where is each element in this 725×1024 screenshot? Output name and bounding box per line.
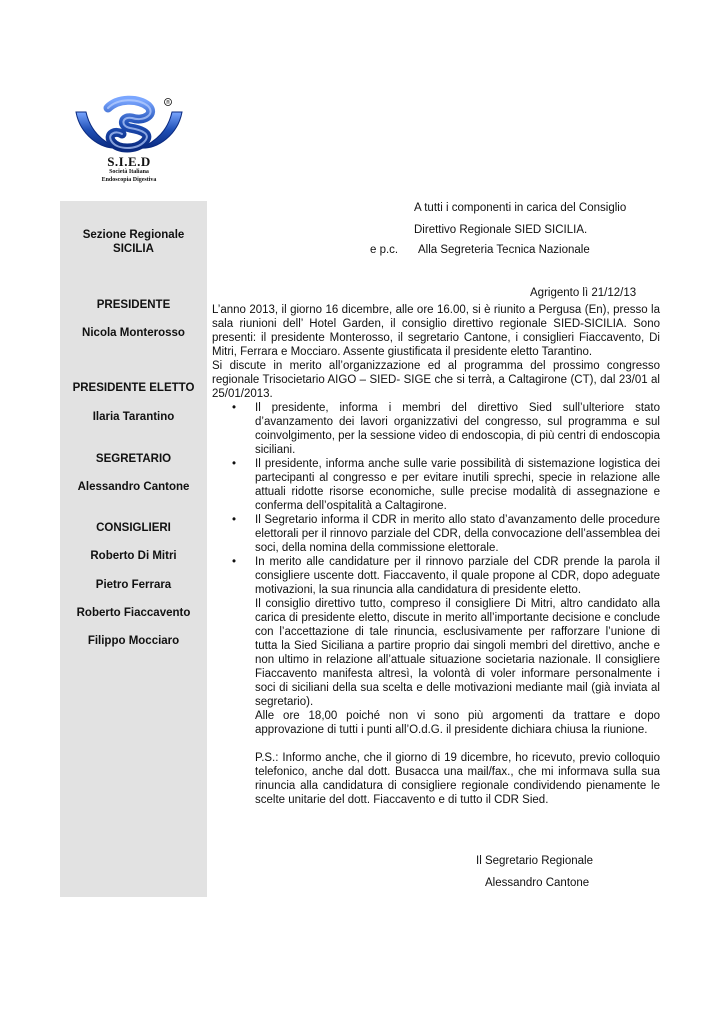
consigliere-name: Pietro Ferrara bbox=[95, 579, 172, 591]
presidente-name: Nicola Monterosso bbox=[82, 327, 185, 339]
list-item bbox=[212, 401, 660, 457]
logo-acronym: S.I.E.D bbox=[107, 154, 151, 169]
sied-emblem-icon bbox=[72, 94, 186, 156]
consiglieri-label: CONSIGLIERI bbox=[96, 522, 171, 534]
section-region: SICILIA bbox=[113, 243, 154, 255]
logo-line1: Società Italiana bbox=[109, 169, 149, 175]
presidente-eletto-name: Ilaria Tarantino bbox=[92, 411, 175, 423]
paragraph-closing: Alle ore 18,00 poiché non vi sono più argomenti da trattare e dopo approvazione di tutti i punti all’O.d.G. il presidente dichiara chiusa la riunione. bbox=[255, 710, 660, 736]
recipient-line2: Direttivo Regionale SIED SICILIA. bbox=[414, 224, 588, 236]
paragraph-discussion: Il consiglio direttivo tutto, compreso il consigliere Di Mitri, altro candidato alla carica di presidente eletto, discute in merito all’importante decisione e conclude con l’accettazione di tale rinuncia, esclusivamente per rafforzare l’unione di tutta la Sied Siciliana a partire proprio dai singoli membri del direttivo, anche e non ultimo in relazione all’attuale situazione societaria nazionale. Il consigliere Fiaccavento manifesta altresì, la volontà di voler informare personalmente i soci di siciliani della sua scelta e delle motivazioni mediante mail (già inviata al segretario). bbox=[255, 598, 660, 708]
bullet-list bbox=[212, 401, 660, 597]
minutes-body bbox=[212, 303, 660, 807]
signature-name: Alessandro Cantone bbox=[485, 877, 590, 889]
presidente-label: PRESIDENTE bbox=[96, 299, 171, 311]
list-item-text: Il presidente, informa i membri del direttivo Sied sull’ulteriore stato d’avanzamento dei lavori organizzativi del congresso, sul programma e sul coinvolgimento, per la sessione video di endoscopia, di più centri di endoscopia siciliani. bbox=[255, 402, 660, 456]
sidebar bbox=[60, 201, 207, 897]
bullet-icon: • bbox=[232, 402, 237, 414]
sied-logo bbox=[72, 94, 186, 194]
consigliere-name: Filippo Mocciaro bbox=[87, 635, 180, 647]
bullet-icon: • bbox=[232, 458, 237, 470]
list-item bbox=[212, 513, 660, 555]
registered-mark: ® bbox=[165, 100, 171, 106]
signature-title: Il Segretario Regionale bbox=[476, 855, 593, 867]
list-item-text: Il presidente, informa anche sulle varie possibilità di sistemazione logistica dei partecipanti al congresso e per evitare inutili sprechi, specie in relazione alle attuali ridotte risorse economiche, sulle precise modalità di assegnazione e conferma dell’ospitalità a Caltagirone. bbox=[255, 458, 660, 512]
segretario-name: Alessandro Cantone bbox=[77, 481, 190, 493]
paragraph-agenda: Si discute in merito all’organizzazione ed al programma del prossimo congresso regionale Trisocietario AIGO – SIED- SIGE che si terrà, a Caltagirone (CT), dal 23/01 al 25/01/2013. bbox=[212, 360, 660, 400]
cc-label: e p.c. bbox=[370, 244, 399, 256]
segretario-label: SEGRETARIO bbox=[95, 453, 172, 465]
bullet-icon: • bbox=[232, 556, 237, 568]
consigliere-name: Roberto Di Mitri bbox=[90, 550, 177, 562]
list-item bbox=[212, 555, 660, 597]
list-item-text: In merito alle candidature per il rinnovo parziale del CDR prende la parola il consigliere uscente dott. Fiaccavento, il quale propone al CDR, dopo adeguate motivazioni, la sua rinuncia alla candidatura di presidente eletto. bbox=[255, 556, 660, 596]
consigliere-name: Roberto Fiaccavento bbox=[76, 607, 191, 619]
list-item-text: Il Segretario informa il CDR in merito allo stato d’avanzamento delle procedure elettorali per il rinnovo parziale del CDR, della convocazione dell’assemblea dei soci, della nomina della commissione elettorale. bbox=[255, 514, 660, 554]
presidente-eletto-label: PRESIDENTE ELETTO bbox=[72, 382, 195, 394]
recipient-line1: A tutti i componenti in carica del Consiglio bbox=[414, 202, 627, 214]
section-label: Sezione Regionale bbox=[82, 229, 185, 241]
place-date: Agrigento lì 21/12/13 bbox=[530, 287, 637, 299]
cc-recipient: Alla Segreteria Tecnica Nazionale bbox=[418, 244, 590, 256]
bullet-icon: • bbox=[232, 514, 237, 526]
logo-line2: Endoscopia Digestiva bbox=[101, 177, 157, 183]
paragraph-postscript: P.S.: Informo anche, che il giorno di 19 dicembre, ho ricevuto, previo colloquio telefonico, anche dal dott. Busacca una mail/fax., che mi informava sulla sua rinuncia alla candidatura di consigliere regionale condividendo pienamente le scelte unitarie del dott. Fiaccavento e di tutto il CDR Sied. bbox=[255, 752, 660, 806]
list-item bbox=[212, 457, 660, 513]
paragraph-intro: L’anno 2013, il giorno 16 dicembre, alle ore 16.00, si è riunito a Pergusa (En), presso la sala riunioni dell’ Hotel Garden, il consiglio direttivo regionale SIED-SICILIA. Sono presenti: il presidente Monterosso, il segretario Cantone, i consiglieri Fiaccavento, Di Mitri, Ferrara e Mocciaro. Assente giustificata il presidente eletto Tarantino. bbox=[212, 304, 660, 358]
